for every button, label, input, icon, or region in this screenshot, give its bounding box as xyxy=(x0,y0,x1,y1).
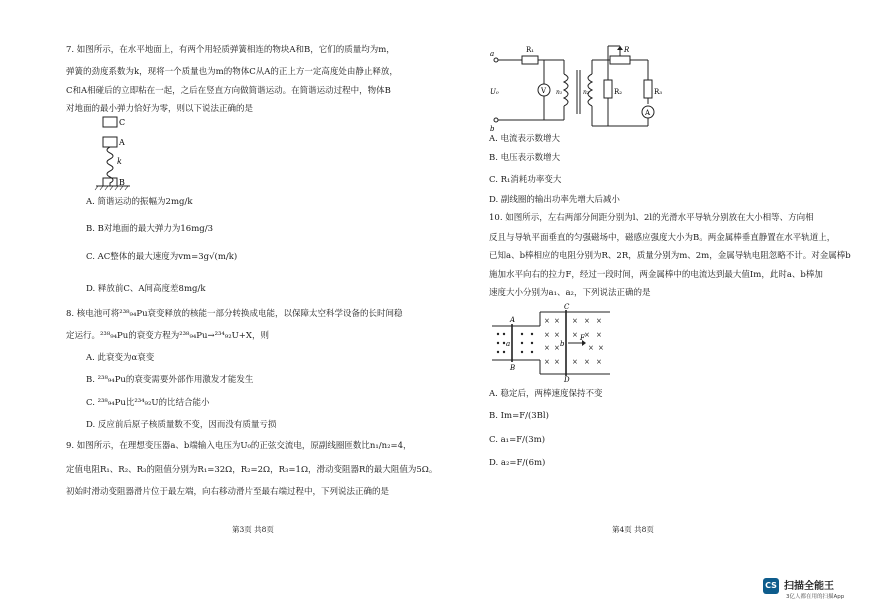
q7-line-2: 弹簧的劲度系数为k，现将一个质量也为m的物体C从A的正上方一定高度处由静止释放， xyxy=(66,67,398,77)
svg-text:×: × xyxy=(544,358,550,366)
q8-option-d: D. 反应前后原子核质量数不变，因而没有质量亏损 xyxy=(86,420,277,430)
q9-line-2: 定值电阻R₁、R₂、R₃的阻值分别为R₁=32Ω，R₂=2Ω，R₃=1Ω，滑动变阻器R的最大阻值为5Ω。 xyxy=(66,465,438,475)
q7-option-c: C. AC整体的最大速度为vm=3g√(m/k) xyxy=(86,252,238,262)
q10-line-3: 已知a、b棒相应的电阻分别为R、2R，质量分别为m、2m，金属导轨电阻忽略不计。对金属棒b xyxy=(489,251,851,261)
label-b-terminal: b xyxy=(490,125,495,132)
svg-text:×: × xyxy=(554,344,560,352)
label-n2: n₂ xyxy=(583,89,590,96)
left-page-footer: 第3页 共8页 xyxy=(232,525,274,534)
field-crosses-right xyxy=(544,317,604,366)
label-A: A xyxy=(510,316,516,324)
q10-line-1: 10. 如图所示，左右两部分间距分别为l、2l的光滑水平导轨分别放在大小相等、方向相 xyxy=(489,213,814,223)
svg-text:×: × xyxy=(596,331,602,339)
q7-line-1: 7. 如图所示，在水平地面上，有两个用轻质弹簧相连的物块A和B，它们的质量均为m， xyxy=(66,45,395,55)
q7-option-a: A. 简谐运动的振幅为2mg/k xyxy=(86,197,193,207)
label-r: R xyxy=(624,46,630,54)
svg-text:×: × xyxy=(584,331,590,339)
label-B: B xyxy=(510,364,516,372)
label-b: B xyxy=(119,178,125,187)
q7-line-3: C和A相碰后的立即粘在一起，之后在竖直方向做简谐运动。在简谐运动过程中，物体B xyxy=(66,86,391,96)
camscanner-logo: CS xyxy=(763,578,779,594)
svg-text:×: × xyxy=(544,317,550,325)
right-page-footer: 第4页 共8页 xyxy=(612,525,654,534)
svg-text:×: × xyxy=(572,317,578,325)
q8-line-1: 8. 核电池可将²³⁸₉₄Pu衰变释放的核能一部分转换成电能，以保障太空科学设备的长时间稳 xyxy=(66,309,403,319)
label-c: C xyxy=(119,118,126,127)
label-rod-a: a xyxy=(506,340,511,348)
q9-line-3: 初始时滑动变阻器滑片位于最左端，向右移动滑片至最右端过程中，下列说法正确的是 xyxy=(66,487,390,497)
svg-text:×: × xyxy=(596,317,602,325)
q8-option-b: B. ²³⁸₉₄Pu的衰变需要外部作用激发才能发生 xyxy=(86,375,254,385)
svg-text:×: × xyxy=(572,358,578,366)
label-rod-b: b xyxy=(560,340,565,348)
svg-text:×: × xyxy=(598,344,604,352)
q8-option-c: C. ²³⁸₉₄Pu比²³⁴₉₂U的比结合能小 xyxy=(86,398,210,408)
q10-line-2: 反且与导轨平面垂直的匀强磁场中，磁感应强度大小为B。两金属棒垂直静置在水平轨道上， xyxy=(489,233,836,243)
label-force-f: F xyxy=(580,334,585,342)
field-dots-left xyxy=(497,333,533,353)
q8-line-2: 定运行。²³⁸₉₄Pu的衰变方程为²³⁸₉₄Pu→²³⁴₉₂U+X，则 xyxy=(66,331,269,341)
svg-text:×: × xyxy=(572,331,578,339)
q10-line-4: 施加水平向右的拉力F，经过一段时间，两金属棒中的电流达到最大值Im，此时a、b棒加 xyxy=(489,270,823,280)
label-C: C xyxy=(564,303,570,311)
q8-option-a: A. 此衰变为α衰变 xyxy=(86,353,155,363)
label-u0: U₀ xyxy=(490,88,499,96)
label-ammeter: A xyxy=(645,109,651,117)
transformer-circuit-figure xyxy=(486,40,666,132)
svg-text:×: × xyxy=(596,358,602,366)
q9-option-d: D. 副线圈的输出功率先增大后减小 xyxy=(489,195,620,205)
svg-text:×: × xyxy=(544,344,550,352)
label-voltmeter: V xyxy=(541,87,547,95)
rails-magnetic-field-figure xyxy=(488,302,618,382)
svg-text:×: × xyxy=(584,317,590,325)
q7-option-d: D. 释放前C、A间高度差8mg/k xyxy=(86,284,206,294)
label-r2: R₂ xyxy=(614,88,623,96)
q10-line-5: 速度大小分别为a₁、a₂，下列说法正确的是 xyxy=(489,288,651,298)
q9-option-b: B. 电压表示数增大 xyxy=(489,153,561,163)
label-k: k xyxy=(117,157,122,166)
q10-option-b: B. Im=F/(3Bl) xyxy=(489,411,549,421)
label-r3: R₃ xyxy=(654,88,663,96)
camscanner-title: 扫描全能王 xyxy=(784,581,834,592)
svg-text:×: × xyxy=(554,358,560,366)
svg-text:×: × xyxy=(544,331,550,339)
label-a-terminal: a xyxy=(490,50,495,58)
q9-option-c: C. R₁消耗功率变大 xyxy=(489,175,562,185)
q7-line-4: 对地面的最小弹力恰好为零，则以下说法正确的是 xyxy=(66,104,254,114)
q10-option-c: C. a₁=F/(3m) xyxy=(489,435,546,445)
label-D: D xyxy=(564,376,570,382)
svg-text:×: × xyxy=(584,358,590,366)
spring-blocks-figure xyxy=(90,114,140,192)
q10-option-a: A. 稳定后，两棒速度保持不变 xyxy=(489,389,603,399)
svg-text:×: × xyxy=(588,344,594,352)
label-r1: R₁ xyxy=(526,46,535,54)
label-n1: n₁ xyxy=(556,89,563,96)
label-a: A xyxy=(119,138,125,147)
camscanner-subtitle: 3亿人都在用的扫描App xyxy=(786,594,845,600)
svg-text:×: × xyxy=(554,331,560,339)
svg-text:×: × xyxy=(554,317,560,325)
q9-line-1: 9. 如图所示，在理想变压器a、b端输入电压为U₀的正弦交流电，原副线圈匝数比n₁/n₂=4， xyxy=(66,441,412,451)
q10-option-d: D. a₂=F/(6m) xyxy=(489,458,546,468)
q7-option-b: B. B对地面的最大弹力为16mg/3 xyxy=(86,224,213,234)
q9-option-a: A. 电流表示数增大 xyxy=(489,134,561,144)
